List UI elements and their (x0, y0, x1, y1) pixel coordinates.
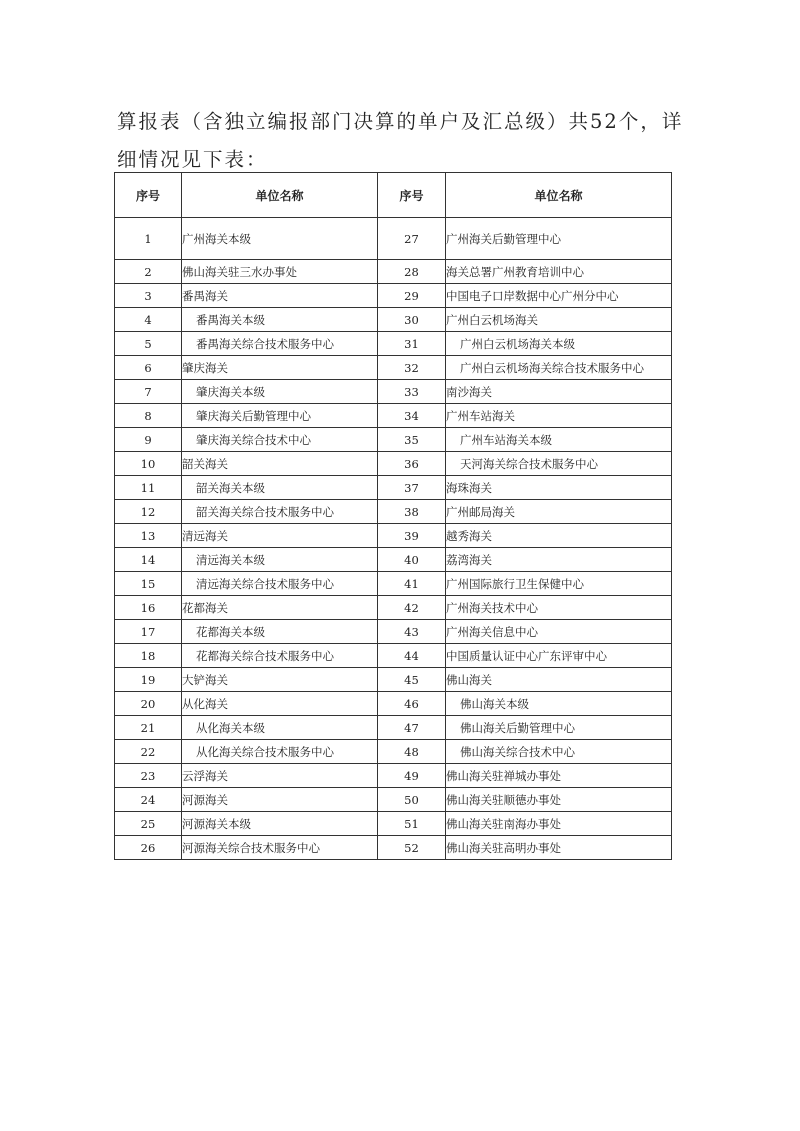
unit-name-cell: 佛山海关驻三水办事处 (182, 260, 378, 284)
seq-cell: 45 (378, 668, 446, 692)
seq-cell: 43 (378, 620, 446, 644)
seq-cell: 49 (378, 764, 446, 788)
table-row (115, 692, 672, 716)
unit-name-cell: 从化海关本级 (182, 716, 378, 740)
unit-name-cell: 越秀海关 (446, 524, 672, 548)
header-unit-name-right: 单位名称 (446, 173, 672, 218)
seq-cell: 51 (378, 812, 446, 836)
seq-cell: 4 (115, 308, 182, 332)
unit-name-cell: 海珠海关 (446, 476, 672, 500)
unit-name-cell: 中国质量认证中心广东评审中心 (446, 644, 672, 668)
unit-name-cell: 韶关海关本级 (182, 476, 378, 500)
unit-name-cell: 大铲海关 (182, 668, 378, 692)
seq-cell: 15 (115, 572, 182, 596)
header-seq-left: 序号 (115, 173, 182, 218)
unit-name-cell: 韶关海关综合技术服务中心 (182, 500, 378, 524)
seq-cell: 1 (115, 218, 182, 260)
unit-name-cell: 云浮海关 (182, 764, 378, 788)
table-row (115, 380, 672, 404)
unit-name-cell: 广州白云机场海关综合技术服务中心 (446, 356, 672, 380)
table-row (115, 332, 672, 356)
unit-name-cell: 清远海关 (182, 524, 378, 548)
table-row (115, 260, 672, 284)
unit-name-cell: 佛山海关综合技术中心 (446, 740, 672, 764)
unit-name-cell: 广州邮局海关 (446, 500, 672, 524)
unit-name-cell: 广州海关后勤管理中心 (446, 218, 672, 260)
unit-name-cell: 花都海关本级 (182, 620, 378, 644)
table-row (115, 404, 672, 428)
seq-cell: 36 (378, 452, 446, 476)
unit-name-cell: 河源海关 (182, 788, 378, 812)
seq-cell: 44 (378, 644, 446, 668)
seq-cell: 38 (378, 500, 446, 524)
unit-name-cell: 中国电子口岸数据中心广州分中心 (446, 284, 672, 308)
seq-cell: 16 (115, 596, 182, 620)
header-unit-name-left: 单位名称 (182, 173, 378, 218)
unit-name-cell: 从化海关 (182, 692, 378, 716)
seq-cell: 41 (378, 572, 446, 596)
unit-name-cell: 广州海关信息中心 (446, 620, 672, 644)
seq-cell: 30 (378, 308, 446, 332)
table-row (115, 524, 672, 548)
unit-table (114, 172, 672, 860)
unit-name-cell: 南沙海关 (446, 380, 672, 404)
table-row (115, 764, 672, 788)
seq-cell: 48 (378, 740, 446, 764)
seq-cell: 22 (115, 740, 182, 764)
unit-name-cell: 广州海关本级 (182, 218, 378, 260)
table-row (115, 836, 672, 860)
unit-name-cell: 广州车站海关 (446, 404, 672, 428)
table-row (115, 356, 672, 380)
table-row (115, 218, 672, 260)
seq-cell: 6 (115, 356, 182, 380)
table-row (115, 644, 672, 668)
seq-cell: 25 (115, 812, 182, 836)
unit-name-cell: 花都海关综合技术服务中心 (182, 644, 378, 668)
table-row (115, 476, 672, 500)
seq-cell: 21 (115, 716, 182, 740)
seq-cell: 17 (115, 620, 182, 644)
unit-name-cell: 花都海关 (182, 596, 378, 620)
unit-name-cell: 肇庆海关本级 (182, 380, 378, 404)
unit-name-cell: 佛山海关驻顺德办事处 (446, 788, 672, 812)
intro-paragraph: 算报表（含独立编报部门决算的单户及汇总级）共52个，详细情况见下表： (117, 110, 684, 171)
unit-name-cell: 清远海关本级 (182, 548, 378, 572)
unit-name-cell: 肇庆海关 (182, 356, 378, 380)
seq-cell: 35 (378, 428, 446, 452)
seq-cell: 27 (378, 218, 446, 260)
seq-cell: 50 (378, 788, 446, 812)
unit-name-cell: 广州国际旅行卫生保健中心 (446, 572, 672, 596)
unit-name-cell: 佛山海关本级 (446, 692, 672, 716)
unit-name-cell: 佛山海关驻高明办事处 (446, 836, 672, 860)
seq-cell: 23 (115, 764, 182, 788)
table-row (115, 428, 672, 452)
unit-name-cell: 番禺海关综合技术服务中心 (182, 332, 378, 356)
seq-cell: 47 (378, 716, 446, 740)
seq-cell: 2 (115, 260, 182, 284)
table-row (115, 740, 672, 764)
seq-cell: 13 (115, 524, 182, 548)
seq-cell: 12 (115, 500, 182, 524)
seq-cell: 5 (115, 332, 182, 356)
unit-name-cell: 广州白云机场海关本级 (446, 332, 672, 356)
seq-cell: 11 (115, 476, 182, 500)
table-row (115, 548, 672, 572)
unit-name-cell: 广州车站海关本级 (446, 428, 672, 452)
unit-name-cell: 广州白云机场海关 (446, 308, 672, 332)
seq-cell: 31 (378, 332, 446, 356)
table-row (115, 500, 672, 524)
table-row (115, 620, 672, 644)
seq-cell: 3 (115, 284, 182, 308)
unit-name-cell: 佛山海关 (446, 668, 672, 692)
unit-name-cell: 番禺海关 (182, 284, 378, 308)
unit-name-cell: 天河海关综合技术服务中心 (446, 452, 672, 476)
unit-name-cell: 河源海关本级 (182, 812, 378, 836)
seq-cell: 24 (115, 788, 182, 812)
table-row (115, 596, 672, 620)
seq-cell: 42 (378, 596, 446, 620)
seq-cell: 28 (378, 260, 446, 284)
unit-name-cell: 从化海关综合技术服务中心 (182, 740, 378, 764)
unit-name-cell: 番禺海关本级 (182, 308, 378, 332)
unit-name-cell: 佛山海关后勤管理中心 (446, 716, 672, 740)
seq-cell: 52 (378, 836, 446, 860)
table-row (115, 308, 672, 332)
seq-cell: 14 (115, 548, 182, 572)
seq-cell: 39 (378, 524, 446, 548)
seq-cell: 34 (378, 404, 446, 428)
header-row (115, 173, 672, 218)
unit-name-cell: 荔湾海关 (446, 548, 672, 572)
seq-cell: 8 (115, 404, 182, 428)
seq-cell: 32 (378, 356, 446, 380)
unit-name-cell: 清远海关综合技术服务中心 (182, 572, 378, 596)
seq-cell: 10 (115, 452, 182, 476)
header-seq-right: 序号 (378, 173, 446, 218)
table-row (115, 668, 672, 692)
seq-cell: 7 (115, 380, 182, 404)
table-row (115, 452, 672, 476)
table-row (115, 284, 672, 308)
table-row (115, 572, 672, 596)
table-row (115, 812, 672, 836)
unit-name-cell: 肇庆海关综合技术中心 (182, 428, 378, 452)
seq-cell: 26 (115, 836, 182, 860)
unit-name-cell: 韶关海关 (182, 452, 378, 476)
unit-name-cell: 河源海关综合技术服务中心 (182, 836, 378, 860)
table-row (115, 788, 672, 812)
seq-cell: 20 (115, 692, 182, 716)
seq-cell: 29 (378, 284, 446, 308)
seq-cell: 9 (115, 428, 182, 452)
seq-cell: 19 (115, 668, 182, 692)
unit-name-cell: 佛山海关驻南海办事处 (446, 812, 672, 836)
seq-cell: 46 (378, 692, 446, 716)
seq-cell: 18 (115, 644, 182, 668)
table-row (115, 716, 672, 740)
unit-name-cell: 佛山海关驻禅城办事处 (446, 764, 672, 788)
unit-name-cell: 海关总署广州教育培训中心 (446, 260, 672, 284)
unit-name-cell: 广州海关技术中心 (446, 596, 672, 620)
unit-name-cell: 肇庆海关后勤管理中心 (182, 404, 378, 428)
seq-cell: 33 (378, 380, 446, 404)
seq-cell: 40 (378, 548, 446, 572)
seq-cell: 37 (378, 476, 446, 500)
